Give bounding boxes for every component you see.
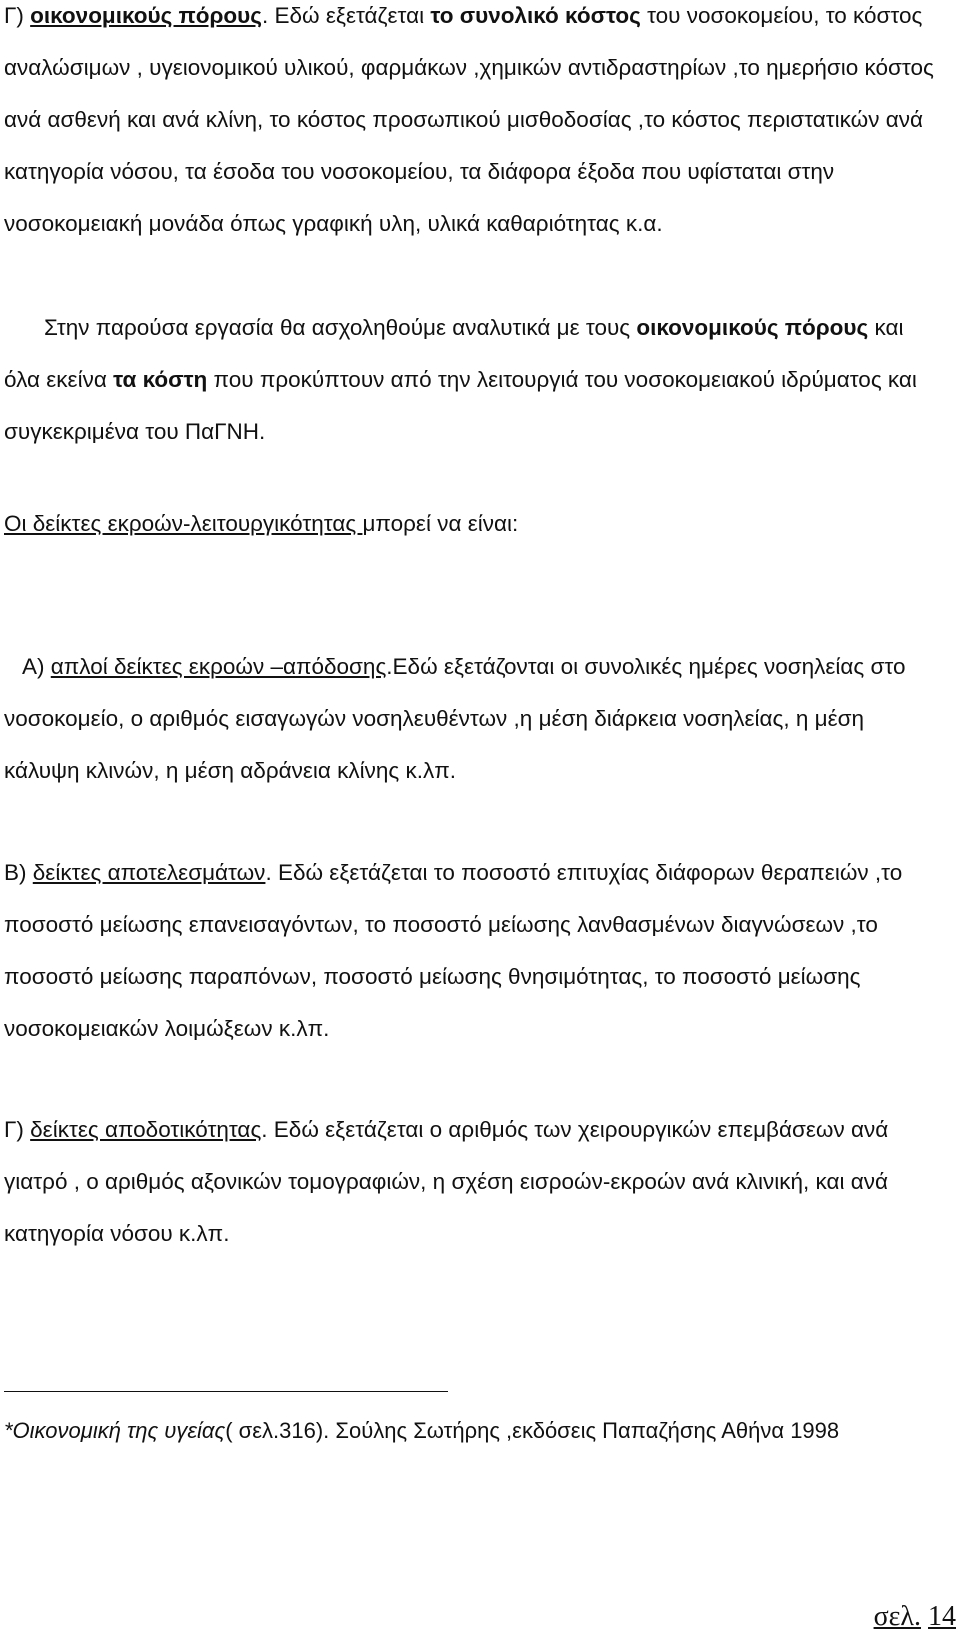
- footnote-divider: [4, 1391, 448, 1392]
- paragraph-text: . Εδώ εξετάζεται: [261, 3, 431, 28]
- paragraph-outcome-indicators: [4, 847, 938, 1055]
- paragraph-text: . Εδώ εξετάζεται ο αριθμός των χειρουργικών επεμβάσεων ανά γιατρό , ο αριθμός αξονικών τομογραφιών, η σχέση εισροών-εκροών ανά κλινική, και ανά κατηγορία νόσου κ.λπ.: [4, 1117, 889, 1246]
- bold-economic-resources: οικονομικούς πόρους: [636, 315, 869, 340]
- indicators-heading: [4, 498, 938, 550]
- paragraph-economic-resources: [4, 0, 938, 250]
- paragraph-prefix: Β): [4, 860, 33, 885]
- bold-total-cost: το συνολικό κόστος: [430, 3, 641, 28]
- bold-costs: τα κόστη: [113, 367, 208, 392]
- paragraph-text: . Εδώ εξετάζεται το ποσοστό επιτυχίας διάφορων θεραπειών ,το ποσοστό μείωσης επανεισαγόντων, το ποσοστό μείωσης λανθασμένων διαγνώσεων ,το ποσοστό μείωσης παραπόνων, ποσοστό μείωσης θνησιμότητας, το ποσοστό μείωσης νοσοκομειακών λοιμώξεων κ.λπ.: [4, 860, 903, 1041]
- term-outcome-indicators: δείκτες αποτελεσμάτων: [32, 860, 266, 885]
- paragraph-efficiency-indicators: [4, 1104, 938, 1260]
- paragraph-text: .Εδώ εξετάζονται οι συνολικές ημέρες νοσηλείας στο νοσοκομείο, ο αριθμός εισαγωγών νοσηλευθέντων ,η μέση διάρκεια νοσηλείας, η μέση κάλυψη κλινών, η μέση αδράνεια κλίνης κ.λπ.: [4, 654, 906, 783]
- paragraph-output-indicators: [4, 641, 938, 797]
- paragraph-prefix: Γ): [4, 1117, 31, 1142]
- term-output-indicators: απλοί δείκτες εκροών –απόδοσης: [50, 654, 387, 679]
- paragraph-text: που προκύπτουν από την λειτουργιά του νοσοκομειακού ιδρύματος και συγκεκριμένα του ΠαΓΝΗ.: [4, 367, 917, 444]
- term-efficiency-indicators: δείκτες αποδοτικότητας: [30, 1117, 262, 1142]
- paragraph-study-scope: [4, 302, 938, 458]
- footnote-text: ( σελ.316). Σούλης Σωτήρης ,εκδόσεις Παπαζήσης Αθήνα 1998: [225, 1418, 840, 1443]
- indicators-heading-rest: μπορεί να είναι:: [362, 511, 519, 536]
- paragraph-text: και όλα εκείνα: [4, 315, 904, 392]
- paragraph-prefix: Α): [22, 654, 51, 679]
- paragraph-text: Στην παρούσα εργασία θα ασχοληθούμε αναλυτικά με τους: [44, 315, 637, 340]
- page-number-label: σελ.: [873, 1601, 921, 1632]
- paragraph-text: του νοσοκομείου, το κόστος αναλώσιμων , υγειονομικού υλικού, φαρμάκων ,χημικών αντιδραστηρίων ,το ημερήσιο κόστος ανά ασθενή και ανά κλίνη, το κόστος προσωπικού μισθοδοσίας ,το κόστος περιστατικών ανά κατηγορία νόσου, τα έσοδα του νοσοκομείου, τα διάφορα έξοδα που υφίσταται στην νοσοκομειακή μονάδα όπως γραφική υλη, υλικά καθαριότητας κ.α.: [4, 3, 934, 236]
- footnote-title: *Οικονομική της υγείας: [4, 1418, 226, 1443]
- page-number: [874, 1599, 956, 1635]
- footnote: [4, 1413, 938, 1449]
- page-number-value: 14: [928, 1601, 956, 1632]
- indicators-heading-underlined: Οι δείκτες εκροών-λειτουργικότητας: [4, 511, 363, 536]
- term-economic-resources: οικονομικούς πόρους: [30, 3, 262, 28]
- paragraph-prefix: Γ): [4, 3, 31, 28]
